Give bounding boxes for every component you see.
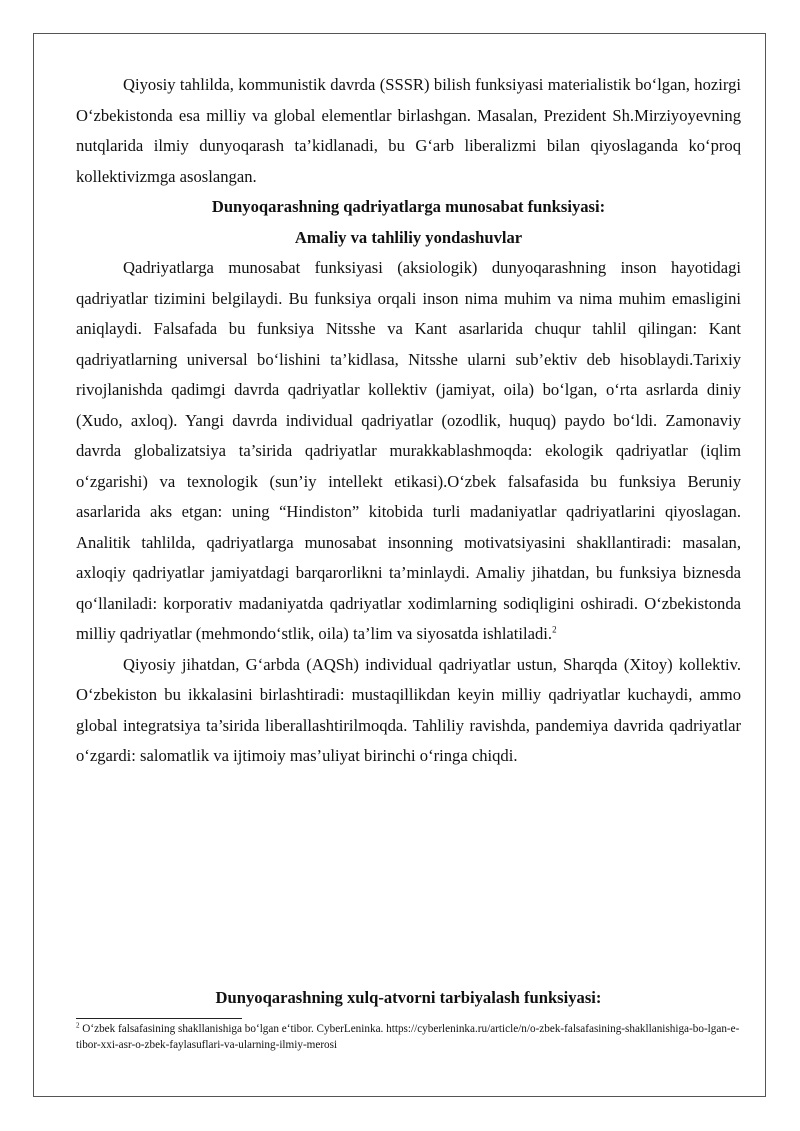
- document-body: [76, 70, 741, 772]
- section-subheading-approaches: Amaliy va tahliliy yondashuvlar: [294, 227, 523, 247]
- paragraph-axiological-function: [76, 253, 741, 650]
- footnote-number: 2: [76, 1021, 80, 1030]
- footnote-reference[interactable]: 2: [552, 624, 557, 635]
- footnote-text: O‘zbek falsafasining shakllanishiga bo‘lgan e‘tibor. CyberLeninka. https://cyberleninka.ru/article/n/o-zbek-falsafasining-shakllanishiga-bo-lgan-e-tibor-xxi-asr-o-zbek-faylasuflari-va-ularning-ilmiy-merosi: [76, 1023, 740, 1051]
- section-heading-values: Dunyoqarashning qadriyatlarga munosabat funksiyasi:: [211, 197, 606, 216]
- footnote: [76, 1022, 741, 1053]
- paragraph-comparative-analysis: Qiyosiy tahlilda, kommunistik davrda (SSSR) bilish funksiyasi materialistik bo‘lgan, hozirgi O‘zbekistonda esa milliy va global elementlar birlashgan. Masalan, Prezident Sh.Mirziyoyevning nutqlarida ilmiy dunyoqarash ta’kidlanadi, bu G‘arb liberalizmi bilan qiyoslaganda ko‘proq kollektivizmga asoslangan.: [76, 75, 741, 186]
- section-heading-behavior: Dunyoqarashning xulq-atvorni tarbiyalash funksiyasi:: [215, 988, 602, 1007]
- paragraph-comparative-values: Qiyosiy jihatdan, G‘arbda (AQSh) individual qadriyatlar ustun, Sharqda (Xitoy) kollektiv. O‘zbekiston bu ikkalasini birlashtiradi: mustaqillikdan keyin milliy qadriyatlar kuchaydi, ammo global integratsiya ta’sirida liberallashtirilmoqda. Tahliliy ravishda, pandemiya davrida qadriyatlar o‘zgardi: salomatlik va ijtimoiy mas’uliyat birinchi o‘ringa chiqdi.: [76, 654, 741, 765]
- footnote-separator: [76, 1018, 242, 1019]
- paragraph-axiological-text: Qadriyatlarga munosabat funksiyasi (aksiologik) dunyoqarashning inson hayotidagi qadriyatlar tizimini belgilaydi. Bu funksiya orqali inson nima muhim va nima muhim emasligini aniqlaydi. Falsafada bu funksiya Nitsshe va Kant asarlarida chuqur tahlil qilingan: Kant qadriyatlarning universal bo‘lishini ta’kidlasa, Nitsshe ularni sub’ektiv deb hisoblaydi.Tarixiy rivojlanishda qadimgi davrda qadriyatlar kollektiv (jamiyat, oila) bo‘lgan, o‘rta asrlarda diniy (Xudo, axloq). Yangi davrda individual qadriyatlar (ozodlik, huquq) paydo bo‘ldi. Zamonaviy davrda globalizatsiya ta’sirida qadriyatlar murakkablashmoqda: ekologik qadriyatlar (iqlim o‘zgarishi) va texnologik (sun’iy intellekt etikasi).O‘zbek falsafasida bu funksiya Beruniy asarlarida aks etgan: uning “Hindiston” kitobida turli madaniyatlar qadriyatlarini qiyoslagan. Analitik tahlilda, qadriyatlarga munosabat insonning motivatsiyasini shakllantiradi: masalan, axloqiy qadriyatlar jamiyatdagi barqarorlikni ta’minlaydi. Amaliy jihatdan, bu funksiya biznesda qo‘llaniladi: korporativ madaniyatda qadriyatlar xodimlarning sodiqligini oshiradi. O‘zbekistonda milliy qadriyatlar (mehmondo‘stlik, oila) ta’lim va siyosatda ishlatiladi.: [76, 258, 741, 643]
